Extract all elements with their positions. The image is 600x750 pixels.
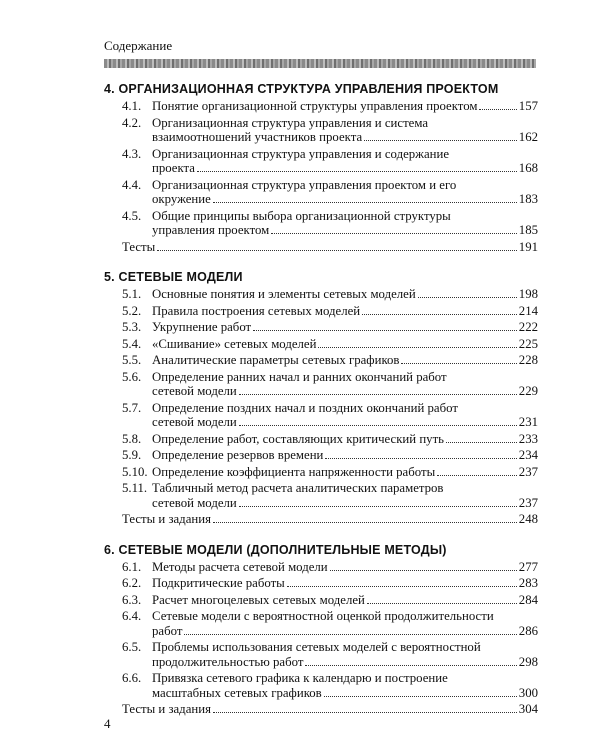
entry-title-line: Организационная структура управления проектом и его [152,177,457,192]
dot-leader [213,202,517,203]
entry-number: 6.5. [122,640,142,654]
page-ref: 300 [518,685,538,700]
entry-title-line: работ [152,623,183,638]
dot-leader [324,696,517,697]
entry-title-line: управления проектом [152,223,270,237]
page-ref: 168 [518,161,538,175]
toc-entry[interactable] [104,448,538,463]
toc-entry[interactable] [104,304,538,319]
entry-title-line: Табличный метод расчета аналитических параметров [152,481,444,495]
page-ref: 214 [518,303,538,318]
page-ref: 157 [518,99,538,113]
entry-title-line: Основные понятия и элементы сетевых моделей [152,287,416,301]
entry-title-line: Методы расчета сетевой модели [152,559,328,574]
toc-entry[interactable] [104,116,538,145]
dot-leader [479,109,516,110]
toc-entry[interactable] [104,370,538,399]
toc-entry-tests[interactable] [104,512,538,527]
toc-entry[interactable] [104,432,538,447]
entry-title-line: Укрупнение работ [152,320,252,334]
dot-leader [367,603,517,604]
entry-title-line: Расчет многоцелевых сетевых моделей [152,592,365,607]
dot-leader [305,665,516,666]
page-ref: 198 [518,287,538,301]
entry-title-line: Определение поздних начал и поздних окончаний работ [152,400,458,415]
entry-number: 6.1. [122,559,142,574]
page-ref: 222 [518,320,538,334]
page-ref: 228 [518,353,538,367]
toc-entry[interactable] [104,353,538,368]
entry-title-line: Организационная структура управления и содержание [152,146,450,161]
dot-leader [418,297,517,298]
toc-entry[interactable] [104,287,538,302]
entry-title-line: Определение резервов времени [152,448,324,462]
chapter-title: 5. СЕТЕВЫЕ МОДЕЛИ [104,270,243,284]
toc-entry[interactable] [104,147,538,176]
dot-leader [330,570,517,571]
entry-number: 4.4. [122,177,142,192]
toc-entry[interactable] [104,671,538,700]
toc-entry-tests[interactable] [104,240,538,255]
entry-title-line: окружение [152,192,211,206]
page-ref: 248 [518,512,538,526]
toc-entry-tests[interactable] [104,702,538,717]
toc-entry[interactable] [104,593,538,608]
entry-title-line: Определение ранних начал и ранних окончаний работ [152,369,447,384]
entry-title-line: «Сшивание» сетевых моделей [152,336,317,351]
page-ref: 234 [518,448,538,462]
dot-leader [197,171,517,172]
toc-entry[interactable] [104,465,538,480]
entry-number: 4.1. [122,99,142,113]
page-ref: 231 [518,415,538,429]
entry-number: 5.3. [122,320,142,334]
toc-entry[interactable] [104,401,538,430]
entry-title-line: Аналитические параметры сетевых графиков [152,353,400,367]
entry-title-line: Подкритические работы [152,576,285,590]
entry-title-line: масштабных сетевых графиков [152,685,322,700]
dot-leader [287,586,517,587]
toc-entry[interactable] [104,640,538,669]
entry-number: 4.2. [122,115,142,130]
page-ref: 286 [518,623,538,638]
entry-number: 4.5. [122,208,142,223]
entry-title-line: Привязка сетевого графика к календарю и построение [152,671,448,685]
entry-title-line: проекта [152,161,195,175]
entry-title-line: сетевой модели [152,415,237,429]
toc-entry[interactable] [104,337,538,352]
entry-title-line: Организационная структура управления и система [152,115,429,130]
dot-leader [253,330,517,331]
toc-entry[interactable] [104,99,538,114]
page-number: 4 [104,716,111,731]
dot-leader [318,347,516,348]
toc-entry[interactable] [104,560,538,575]
entry-title-line: сетевой модели [152,495,237,510]
page-ref: 225 [518,336,538,351]
entry-title-line: Правила построения сетевых моделей [152,303,361,318]
entry-number: 6.4. [122,609,142,623]
dot-leader [239,394,517,395]
chapter-title: 4. ОРГАНИЗАЦИОННАЯ СТРУКТУРА УПРАВЛЕНИЯ ПРОЕКТОМ [104,82,499,96]
chapter-section [104,82,538,254]
tests-label: Тесты и задания [122,702,211,716]
entry-number: 5.9. [122,448,142,462]
entry-number: 5.11. [122,481,148,495]
table-of-contents [104,82,538,733]
dot-leader [271,233,517,234]
dot-leader [213,712,517,713]
page-ref: 237 [518,495,538,510]
page-ref: 304 [518,702,538,716]
page-ref: 185 [518,223,538,237]
entry-number: 5.2. [122,303,142,318]
entry-number: 6.2. [122,576,142,590]
tests-label: Тесты [122,239,156,254]
dot-leader [362,314,517,315]
entry-title-line: Сетевые модели с вероятностной оценкой продолжительности [152,609,494,623]
entry-number: 6.3. [122,592,142,607]
entry-title-line: Проблемы использования сетевых моделей с вероятностной [152,640,481,654]
page-ref: 233 [518,431,538,446]
toc-entry[interactable] [104,178,538,207]
page-ref: 183 [518,192,538,206]
running-head: Содержание [104,38,173,53]
toc-entry[interactable] [104,209,538,238]
entry-number: 5.8. [122,431,142,446]
page-ref: 298 [518,654,538,669]
page-ref: 191 [518,239,538,254]
page-ref: 237 [518,464,538,479]
header-rule [104,59,536,68]
entry-title-line: Определение работ, составляющих критический путь [152,431,444,446]
entry-number: 6.6. [122,671,142,685]
page-ref: 162 [518,130,538,144]
page-ref: 229 [518,384,538,398]
entry-number: 5.1. [122,287,142,301]
dot-leader [325,458,516,459]
entry-number: 5.10. [122,464,148,479]
dot-leader [364,140,517,141]
chapter-title: 6. СЕТЕВЫЕ МОДЕЛИ (ДОПОЛНИТЕЛЬНЫЕ МЕТОДЫ) [104,542,447,557]
page-ref: 277 [518,559,538,574]
dot-leader [213,522,517,523]
tests-label: Тесты и задания [122,512,211,526]
dot-leader [401,363,516,364]
entry-title-line: сетевой модели [152,384,237,398]
entry-number: 5.5. [122,353,142,367]
chapter-section [104,543,538,717]
page-ref: 284 [518,592,538,607]
toc-entry[interactable] [104,609,538,638]
toc-entry[interactable] [104,320,538,335]
entry-title-line: продолжительностью работ [152,654,304,669]
dot-leader [239,425,517,426]
entry-number: 4.3. [122,146,142,161]
toc-entry[interactable] [104,576,538,591]
entry-number: 5.6. [122,369,142,384]
entry-title-line: взаимоотношений участников проекта [152,130,363,144]
dot-leader [446,442,517,443]
toc-entry[interactable] [104,481,538,510]
dot-leader [184,634,516,635]
page-ref: 283 [518,576,538,590]
entry-number: 5.7. [122,400,142,415]
chapter-section [104,270,538,527]
dot-leader [157,250,517,251]
dot-leader [239,506,517,507]
entry-title-line: Понятие организационной структуры управления проектом [152,99,478,113]
entry-number: 5.4. [122,336,142,351]
dot-leader [437,475,517,476]
entry-title-line: Определение коэффициента напряженности работы [152,464,436,479]
entry-title-line: Общие принципы выбора организационной структуры [152,208,451,223]
